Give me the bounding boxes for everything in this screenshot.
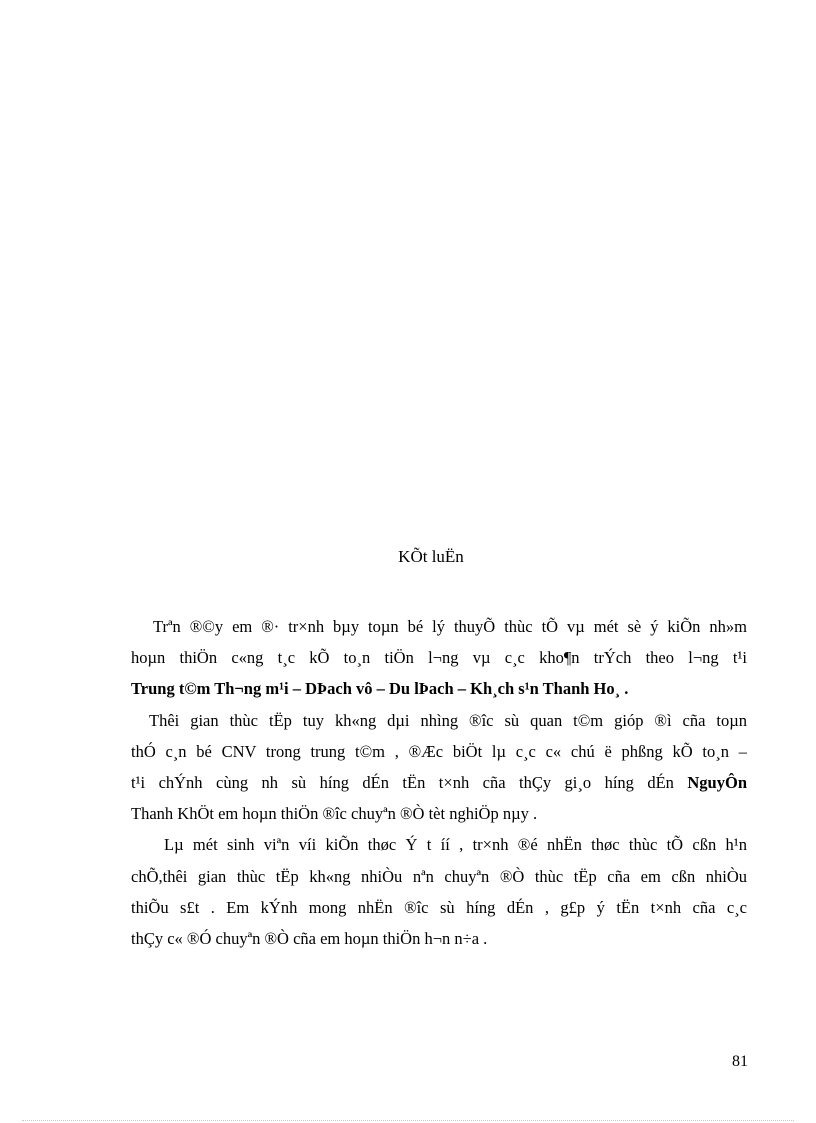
page-title: KÕt luËn bbox=[398, 547, 464, 566]
paragraph-line: chÕ,thêi gian thùc tËp kh«ng nhiÒu nªn chuyªn ®Ò thùc tËp cña em cßn nhiÒu bbox=[131, 866, 747, 886]
paragraph-line: thÇy c« ®Ó chuyªn ®Ò cña em hoµn thiÖn h¬n n÷a . bbox=[131, 928, 488, 948]
company-name-line: Trung t©m Th¬ng m¹i – DÞach vô – Du lÞach – Kh¸ch s¹n Thanh Ho¸ . bbox=[131, 679, 629, 699]
conclusion-text bbox=[131, 611, 747, 954]
paragraph-line-text: t¹i chÝnh cùng nh sù híng dÉn tËn t×nh cña thÇy gi¸o híng dÉn bbox=[131, 772, 674, 792]
paragraph-line: hoµn thiÖn c«ng t¸c kÕ to¸n tiÖn l¬ng vµ c¸c kho¶n trÝch theo l¬ng t¹i bbox=[131, 648, 747, 668]
paragraph-line: Trªn ®©y em ®· tr×nh bµy toµn bé lý thuyÕ thùc tÕ vµ mét sè ý kiÕn nh»m bbox=[153, 617, 747, 636]
paragraph-line: thiÕu s£t . Em kÝnh mong nhËn ®îc sù híng dÉn , g£p ý tËn t×nh cña c¸c bbox=[131, 897, 747, 917]
advisor-first-name: NguyÔn bbox=[687, 772, 747, 792]
paragraph-line: Thanh KhÖt em hoµn thiÖn ®îc chuyªn ®Ò tèt nghiÖp nµy . bbox=[131, 804, 538, 824]
paragraph-line: Thêi gian thùc tËp tuy kh«ng dµi nhìng ®îc sù quan t©m gióp ®ì cña toµn bbox=[149, 710, 747, 730]
paragraph-line bbox=[131, 767, 747, 798]
paragraph-line: Lµ mét sinh viªn víi kiÕn thøc Ý t íí , tr×nh ®é nhËn thøc thùc tÕ cßn h¹n bbox=[164, 835, 747, 855]
footer-divider bbox=[22, 1120, 794, 1121]
paragraph-line: thÓ c¸n bé CNV trong trung t©m , ®Æc biÖt lµ c¸c c« chú ë phßng kÕ to¸n – bbox=[131, 741, 747, 761]
page-number: 81 bbox=[732, 1053, 748, 1070]
